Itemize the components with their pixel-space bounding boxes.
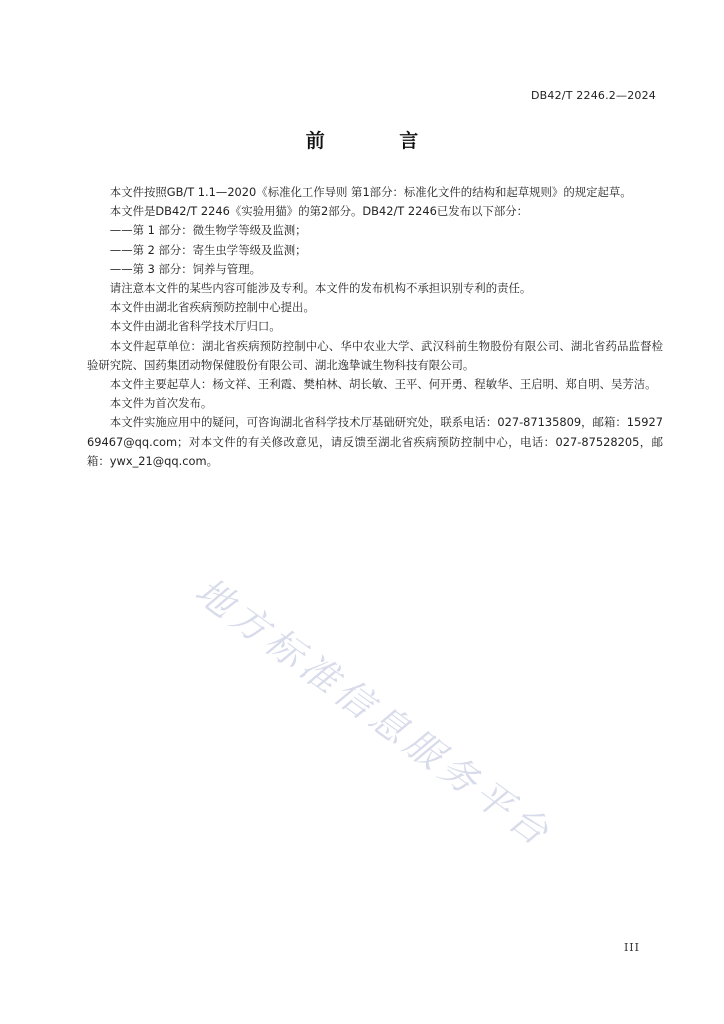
paragraph-drafting-basis: 本文件按照GB/T 1.1—2020《标准化工作导则 第1部分：标准化文件的结构和起草规则》的规定起草。 (109, 185, 632, 199)
watermark: 地方标准信息服务平台 (187, 569, 561, 857)
list-item-part-3: ——第 3 部分：饲养与管理。 (109, 261, 261, 276)
list-item-part-1: ——第 1 部分：微生物学等级及监测； (109, 223, 307, 238)
list-item-part-2: ——第 2 部分：寄生虫学等级及监测； (109, 242, 307, 257)
paragraph-centralized-by: 本文件由湖北省科学技术厅归口。 (109, 319, 281, 334)
paragraph-first-release: 本文件为首次发布。 (109, 396, 213, 411)
document-body (87, 183, 663, 471)
paragraph-drafting-units: 本文件起草单位：湖北省疾病预防控制中心、华中农业大学、武汉科前生物股份有限公司、湖北省药品监督检验研究院、国药集团动物保健股份有限公司、湖北逸挚诚生物科技有限公司。 (87, 338, 663, 372)
paragraph-series-intro: 本文件是DB42/T 2246《实验用猫》的第2部分。DB42/T 2246已发布以下部分： (109, 204, 528, 219)
page-number: III (623, 941, 640, 954)
document-code: DB42/T 2246.2—2024 (530, 89, 656, 102)
paragraph-patent-notice: 请注意本文件的某些内容可能涉及专利。本文件的发布机构不承担识别专利的责任。 (109, 281, 532, 296)
paragraph-drafters: 本文件主要起草人：杨文祥、王利霞、樊柏林、胡长敏、王平、何开勇、程敏华、王启明、郑自明、吴芳洁。 (109, 377, 657, 392)
page-title: 前 言 (305, 130, 453, 152)
paragraph-contact: 本文件实施应用中的疑问，可咨询湖北省科学技术厅基础研究处，联系电话：027-87135809，邮箱：1592769467@qq.com；对本文件的有关修改意见，请反馈至湖北省疾病预防控制中心，电话：027-87528205，邮箱：ywx_21@qq.com。 (87, 415, 663, 468)
paragraph-proposed-by: 本文件由湖北省疾病预防控制中心提出。 (109, 300, 315, 315)
